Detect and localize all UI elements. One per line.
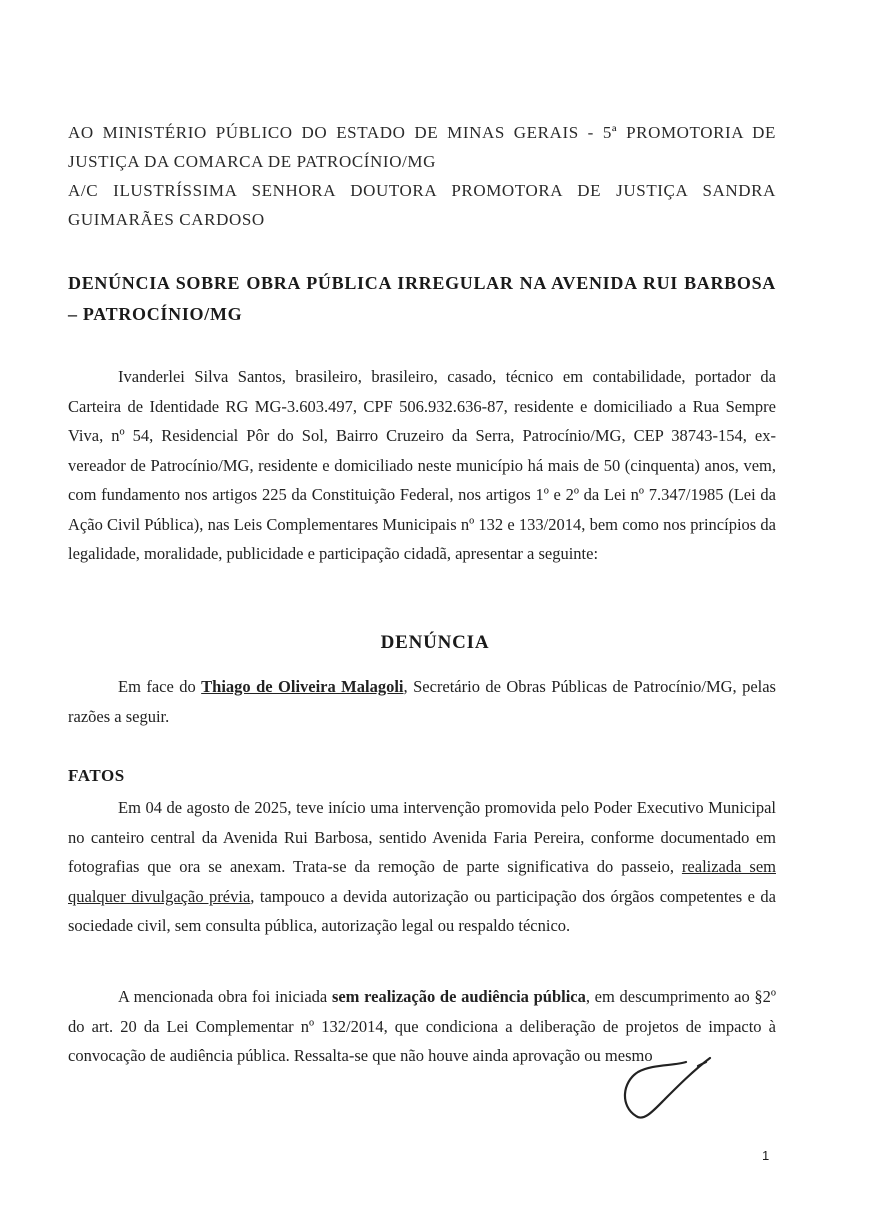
addressee-block xyxy=(68,118,776,234)
accused-name: Thiago de Oliveira Malagoli xyxy=(201,677,404,696)
signature-mark xyxy=(614,1044,724,1124)
fact1-before: Em 04 de agosto de 2025, teve início uma intervenção promovida pelo Poder Executivo Municipal no canteiro central da Avenida Rui Barbosa, sentido Avenida Faria Pereira, conforme documentado em fotografias que ora se anexam. Trata-se da remoção de parte significativa do passeio, xyxy=(68,798,776,876)
fact2-bold: sem realização de audiência pública xyxy=(331,987,586,1006)
against-before: Em face do xyxy=(118,677,202,696)
document-title: DENÚNCIA SOBRE OBRA PÚBLICA IRREGULAR NA AVENIDA RUI BARBOSA – PATROCÍNIO/MG xyxy=(68,273,776,324)
addressee-line-4: GUIMARÃES CARDOSO xyxy=(68,210,265,229)
addressee-line-1: AO MINISTÉRIO PÚBLICO DO ESTADO DE MINAS GERAIS - 5ª PROMOTORIA DE xyxy=(68,123,776,142)
section-heading-denuncia: DENÚNCIA xyxy=(380,632,490,653)
fact2-after: , em descumprimento ao §2º do art. 20 da Lei Complementar nº 132/2014, que condiciona a deliberação de projetos de impacto à convocação de audiência pública. Ressalta-se que não houve ainda aprovação ou mesmo xyxy=(68,987,777,1065)
intro-paragraph xyxy=(68,362,776,569)
against-paragraph xyxy=(68,672,776,731)
fact1-after: , tampouco a devida autorização ou participação dos órgãos competentes e da sociedade civil, sem consulta pública, autorização legal ou respaldo técnico. xyxy=(68,886,777,935)
fact1-underlined: realizada sem qualquer divulgação prévia xyxy=(68,857,776,906)
fact-paragraph-1 xyxy=(68,793,776,941)
section-heading-fatos: FATOS xyxy=(68,766,125,785)
fact2-before: A mencionada obra foi iniciada xyxy=(118,987,332,1006)
intro-text: Ivanderlei Silva Santos, brasileiro, brasileiro, casado, técnico em contabilidade, portador da Carteira de Identidade RG MG-3.603.497, CPF 506.932.636-87, residente e domiciliado a Rua Sempre Viva, nº 54, Residencial Pôr do Sol, Bairro Cruzeiro da Serra, Patrocínio/MG, CEP 38743-154, ex-vereador de Patrocínio/MG, residente e domiciliado neste município há mais de 50 (cinquenta) anos, vem, com fundamento nos artigos 225 da Constituição Federal, nos artigos 1º e 2º da Lei nº 7.347/1985 (Lei da Ação Civil Pública), nas Leis Complementares Municipais nº 132 e 133/2014, bem como nos princípios da legalidade, moralidade, publicidade e participação cidadã, apresentar a seguinte: xyxy=(68,367,776,563)
addressee-line-3: A/C ILUSTRÍSSIMA SENHORA DOUTORA PROMOTORA DE JUSTIÇA SANDRA xyxy=(68,181,776,200)
page-number: 1 xyxy=(762,1148,770,1163)
against-after: , Secretário de Obras Públicas de Patrocínio/MG, pelas razões a seguir. xyxy=(68,677,776,726)
addressee-line-2: JUSTIÇA DA COMARCA DE PATROCÍNIO/MG xyxy=(68,152,436,171)
